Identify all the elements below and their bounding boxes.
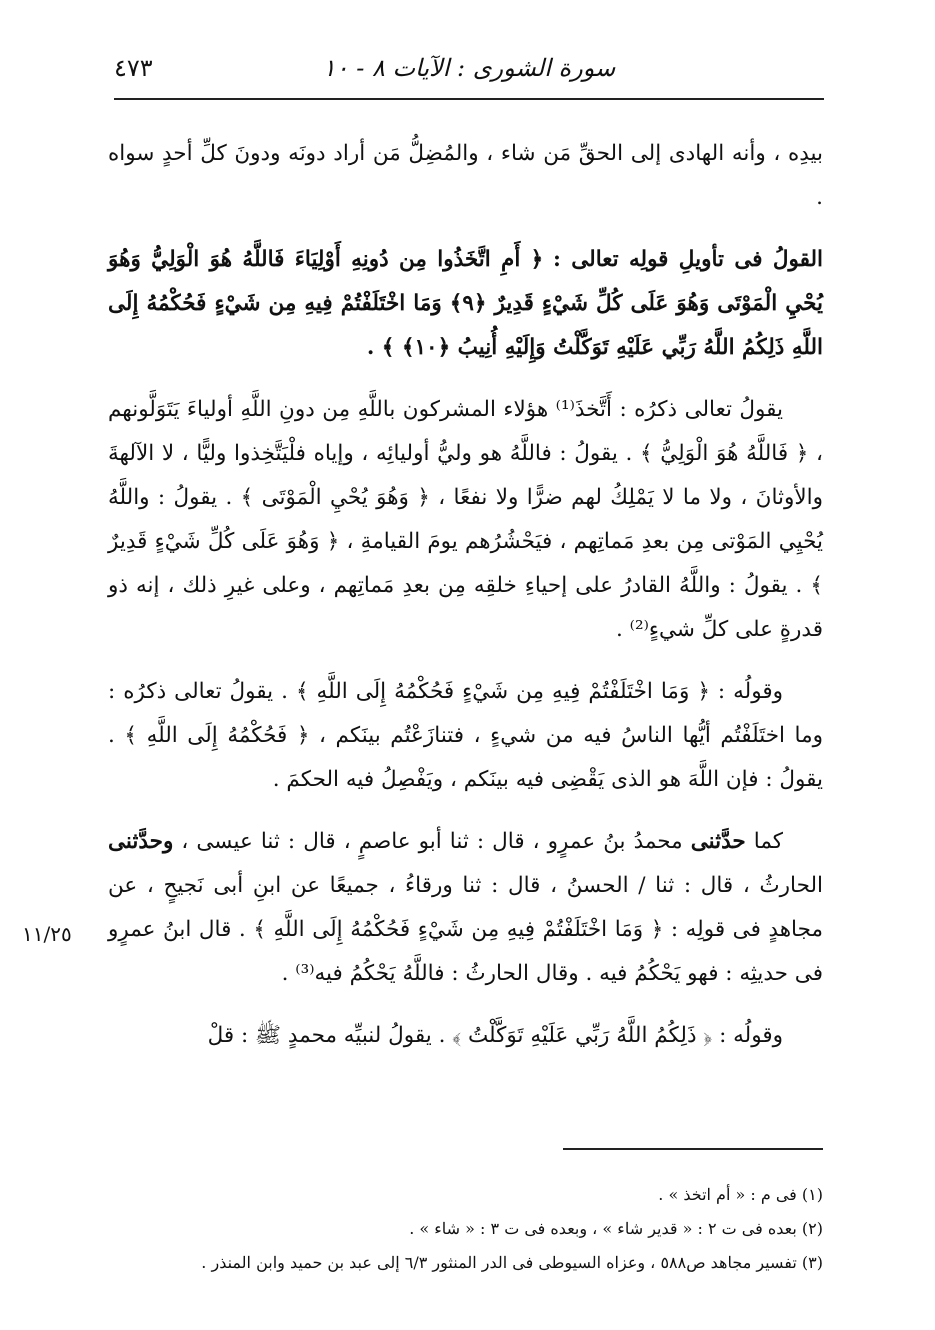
paragraph-2: [108, 238, 823, 370]
body-text: [108, 132, 823, 1076]
footnote-3: (٣) تفسير مجاهد ص٥٨٨ ، وعزاه السيوطى فى الدر المنثور ٦/٣ إلى عبد بن حميد وابن المنذر .: [201, 1253, 823, 1272]
running-title: سورة الشورى : الآيات ٨ - ١٠: [322, 54, 616, 82]
paragraph-5-middle: محمدُ بنُ عمرٍو ، قال : ثنا أبو عاصمٍ ، قال : ثنا عيسى ،: [173, 829, 691, 854]
narration-keyword: حدَّثنى: [690, 829, 746, 854]
paragraph-5-start: كما: [745, 829, 783, 854]
margin-reference: ١١/٢٥: [22, 922, 72, 946]
page-number: ٤٧٣: [114, 54, 153, 82]
page-header: [114, 48, 824, 100]
footnote-divider: [563, 1148, 823, 1150]
paragraph-3: يقولُ تعالى ذكرُه : أَتَّخذَ⁽¹⁾ هؤلاء المشركون باللَّهِ مِن دونِ اللَّهِ أولياءَ يَتَوَلَّونهم ، ﴿ فَاللَّهُ هُوَ الْوَلِيُّ ﴾ . يقولُ : فاللَّهُ هو وليُّ أوليائِه ، وإياه فلْيَتَّخِذوا وليًّا ، لا الآلهةَ والأوثانَ ، ولا ما لا يَمْلِكُ لهم ضرًّا ولا نفعًا ، ﴿ وَهُوَ يُحْيِ الْمَوْتَى ﴾ . يقولُ : واللَّهُ يُحْيِي المَوْتى مِن بعدِ مَماتِهم ، فيَحْشُرُهم يومَ القيامةِ ، ﴿ وَهُوَ عَلَى كُلِّ شَيْءٍ قَدِيرٌ ﴾ . يقولُ : واللَّهُ القادرُ على إحياءِ خلقِه مِن بعدِ مَماتِهم ، وعلى غيرِ ذلك ، إنه ذو قدرةٍ على كلِّ شيءٍ⁽²⁾ .: [108, 397, 823, 642]
paragraph-6: وقولُه : ﴿ ذَلِكُمُ اللَّهُ رَبِّي عَلَيْهِ تَوَكَّلْتُ ﴾ . يقولُ لنبيِّه محمدٍ ﷺ : قلْ: [207, 1023, 783, 1048]
paragraph-5: [108, 820, 823, 996]
quran-verse: ﴿ أَمِ اتَّخَذُوا مِن دُونِهِ أَوْلِيَاءَ فَاللَّهُ هُوَ الْوَلِيُّ وَهُوَ يُحْيِ الْمَوْتَى وَهُوَ عَلَى كُلِّ شَيْءٍ قَدِيرٌ ﴿٩﴾ وَمَا اخْتَلَفْتُمْ فِيهِ مِن شَيْءٍ فَحُكْمُهُ إِلَى اللَّهِ ذَلِكُمُ اللَّهُ رَبِّي عَلَيْهِ تَوَكَّلْتُ وَإِلَيْهِ أُنِيبُ ﴿١٠﴾ ﴾ .: [108, 247, 823, 360]
section-heading: القولُ فى تأويلِ قولِه تعالى :: [552, 247, 823, 272]
footnote-1: (١) فى م : « أم اتخذ » .: [658, 1185, 823, 1204]
narration-keyword-2: وحدَّثنى: [108, 829, 174, 854]
footnote-2: (٢) بعده فى ت ٢ : « قدير شاء » ، وبعده فى ت ٣ : « شاء » .: [409, 1219, 823, 1238]
paragraph-1: بيدِه ، وأنه الهادى إلى الحقِّ مَن شاء ، والمُضِلُّ مَن أراد دونَه ودونَ كلِّ أحدٍ سواه .: [108, 141, 823, 210]
paragraph-5-end: الحارثُ ، قال : ثنا / الحسنُ ، قال : ثنا ورقاءُ ، جميعًا عن ابنِ أبى نَجيحٍ ، عن مجاهدٍ فى قولِه : ﴿ وَمَا اخْتَلَفْتُمْ فِيهِ مِن شَيْءٍ فَحُكْمُهُ إِلَى اللَّهِ ﴾ . قال ابنُ عمرٍو فى حديثِه : فهو يَحْكُمُ فيه . وقال الحارثُ : فاللَّهُ يَحْكُمُ فيه⁽³⁾ .: [108, 873, 823, 986]
footnotes: [108, 1178, 823, 1280]
paragraph-4: وقولُه : ﴿ وَمَا اخْتَلَفْتُمْ فِيهِ مِن شَيْءٍ فَحُكْمُهُ إِلَى اللَّهِ ﴾ . يقولُ تعالى ذكرُه : وما اختَلَفْتُم أيُّها الناسُ فيه من شيءٍ ، فتنازَعْتُم بينَكم ، ﴿ فَحُكْمُهُ إِلَى اللَّهِ ﴾ . يقولُ : فإن اللَّهَ هو الذى يَقْضِى فيه بينَكم ، ويَفْصِلُ فيه الحكمَ .: [108, 679, 823, 792]
